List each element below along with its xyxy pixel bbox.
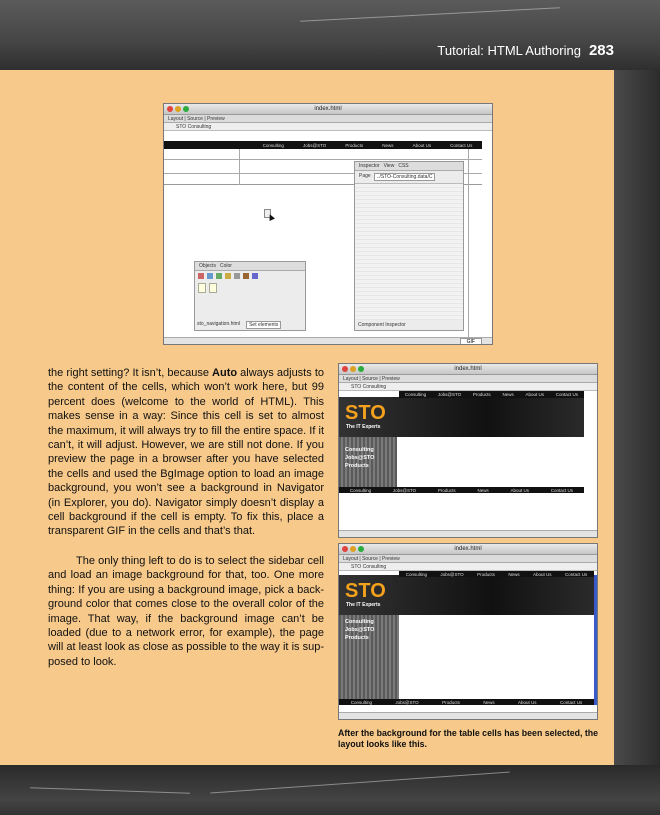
nav-item: News bbox=[502, 392, 514, 397]
screenshot-layout-sidebar-background bbox=[338, 543, 598, 720]
nav-item: Jobs@STO bbox=[437, 392, 462, 397]
nav-item: News bbox=[477, 487, 489, 493]
inspector-tab[interactable]: Inspector bbox=[359, 163, 380, 169]
figure-caption: After the background for the table cells has been selected, the layout looks like this. bbox=[338, 728, 599, 749]
sidebar-links bbox=[345, 446, 374, 470]
sidebar-link: Products bbox=[345, 635, 369, 641]
nav-item: About Us bbox=[525, 392, 544, 397]
decorative-header-background bbox=[0, 0, 660, 70]
page-title-field: STO Consulting bbox=[164, 123, 492, 131]
inspector-path-field[interactable]: ../STO-Consulting.data/C bbox=[374, 173, 436, 181]
nav-item: About Us bbox=[412, 142, 432, 148]
nav-bar bbox=[164, 141, 482, 149]
nav-item: Consulting bbox=[405, 571, 427, 577]
window-titlebar bbox=[164, 104, 492, 115]
window-titlebar bbox=[339, 544, 597, 555]
paragraph-1-text: the right setting? It isn’t, because bbox=[48, 367, 213, 379]
nav-item: Consulting bbox=[349, 487, 372, 493]
nav-bar bbox=[399, 391, 584, 398]
screenshot-layout-background bbox=[338, 363, 598, 538]
sidebar-links bbox=[345, 618, 374, 642]
sidebar-link: Products bbox=[345, 463, 369, 469]
nav-item: Products bbox=[345, 142, 364, 148]
nav-item: Products bbox=[477, 571, 495, 577]
decorative-right-margin bbox=[614, 70, 660, 765]
window-title: index.html bbox=[454, 366, 482, 372]
objects-dropdown[interactable]: Set elements bbox=[246, 321, 281, 329]
footer-nav-bar bbox=[339, 487, 584, 493]
header-title: Tutorial: HTML Authoring bbox=[437, 43, 581, 58]
nav-item: Jobs@STO bbox=[303, 142, 327, 148]
mouse-cursor-icon bbox=[267, 213, 275, 221]
nav-item: Products bbox=[442, 699, 460, 705]
status-bar bbox=[339, 530, 597, 537]
inspector-tab[interactable]: CSS bbox=[398, 163, 409, 169]
zoom-select[interactable]: GIF bbox=[460, 338, 482, 345]
sto-tagline: The IT Experts bbox=[346, 424, 381, 430]
paragraph-1-text: always adjusts to the content of the cells, which won’t work here, but 99 percent does (welcome to the world of HTML). This makes sense in a way: Since this cell is set to almost the maximum, it will always try to fill the entire space. If it can’t, it will adjust. However, we are still not done. If you preview the page in a browser after you have selected the cells and used the BgImage option to load an image background, you won’t see a background in Navigator (in Explorer, you do). Navigator simply doesn’t display a cell background if the cell is empty. To fix this, place a transparent GIF in the cells and that’s that. bbox=[48, 367, 324, 538]
status-bar bbox=[164, 337, 492, 344]
nav-item: Contact Us bbox=[450, 142, 473, 148]
page-title-field: STO Consulting bbox=[339, 383, 597, 391]
inspector-page-label: Page bbox=[359, 173, 371, 179]
nav-item: Consulting bbox=[404, 392, 427, 397]
window-title: index.html bbox=[314, 106, 342, 112]
sto-logo: STO bbox=[345, 580, 386, 602]
nav-item: Products bbox=[437, 487, 456, 493]
footer-nav-bar bbox=[339, 699, 594, 705]
nav-item: About Us bbox=[518, 699, 537, 705]
paragraph-1 bbox=[48, 366, 324, 539]
sidebar-link: Jobs@STO bbox=[345, 627, 375, 633]
editor-toolbar: Layout | Source | Preview bbox=[339, 555, 597, 563]
nav-item: Jobs@STO bbox=[395, 699, 419, 705]
nav-item: Jobs@STO bbox=[392, 487, 417, 493]
nav-item: Contact Us bbox=[564, 571, 588, 577]
nav-item: Consulting bbox=[350, 699, 372, 705]
bold-term: Auto bbox=[212, 367, 238, 379]
editor-toolbar: Layout | Source | Preview bbox=[339, 375, 597, 383]
nav-item: About Us bbox=[510, 487, 529, 493]
component-inspector-label: Component Inspector bbox=[358, 322, 406, 328]
paragraph-2-text: The only thing left to do is to select the sidebar cell and load an image background for that, too. One more thing: If you are using a background image, pick a background color that comes close to the overall color of the image. That way, if the background image can’t be loaded (due to a network error, for example), the page will at least look as close as possible to the way it is supposed to look. bbox=[48, 555, 324, 668]
nav-item: Products bbox=[472, 392, 491, 397]
objects-tab[interactable]: Color bbox=[219, 263, 232, 269]
objects-status: sto_navigation.html bbox=[197, 321, 241, 327]
editor-toolbar: Layout | Source | Preview bbox=[164, 115, 492, 123]
nav-item: Contact Us bbox=[550, 487, 574, 493]
nav-item: Jobs@STO bbox=[440, 571, 464, 577]
nav-item: Consulting bbox=[262, 142, 284, 148]
sto-logo: STO bbox=[345, 402, 386, 424]
nav-item: Contact Us bbox=[559, 699, 583, 705]
nav-item: About Us bbox=[533, 571, 552, 577]
sidebar-link: Consulting bbox=[345, 619, 374, 625]
objects-palette bbox=[194, 261, 306, 331]
sidebar-link: Jobs@STO bbox=[345, 455, 375, 461]
nav-item: Contact Us bbox=[555, 392, 579, 397]
nav-item: News bbox=[483, 699, 495, 705]
page-number: 283 bbox=[588, 42, 614, 59]
objects-tab[interactable]: Objects bbox=[199, 263, 216, 269]
window-title: index.html bbox=[454, 546, 482, 552]
running-header bbox=[437, 42, 614, 59]
nav-item: News bbox=[382, 142, 394, 148]
nav-item: News bbox=[508, 571, 520, 577]
scrollbar[interactable] bbox=[594, 575, 598, 705]
window-titlebar bbox=[339, 364, 597, 375]
inspector-tab[interactable]: View bbox=[383, 163, 395, 169]
page-title-field: STO Consulting bbox=[339, 563, 597, 571]
paragraph-2 bbox=[48, 554, 324, 669]
sto-tagline: The IT Experts bbox=[346, 602, 381, 608]
sidebar-link: Consulting bbox=[345, 447, 374, 453]
inspector-panel bbox=[354, 161, 464, 331]
screenshot-editor-with-panels bbox=[163, 103, 493, 345]
nav-bar bbox=[399, 571, 594, 577]
status-bar bbox=[339, 712, 597, 719]
